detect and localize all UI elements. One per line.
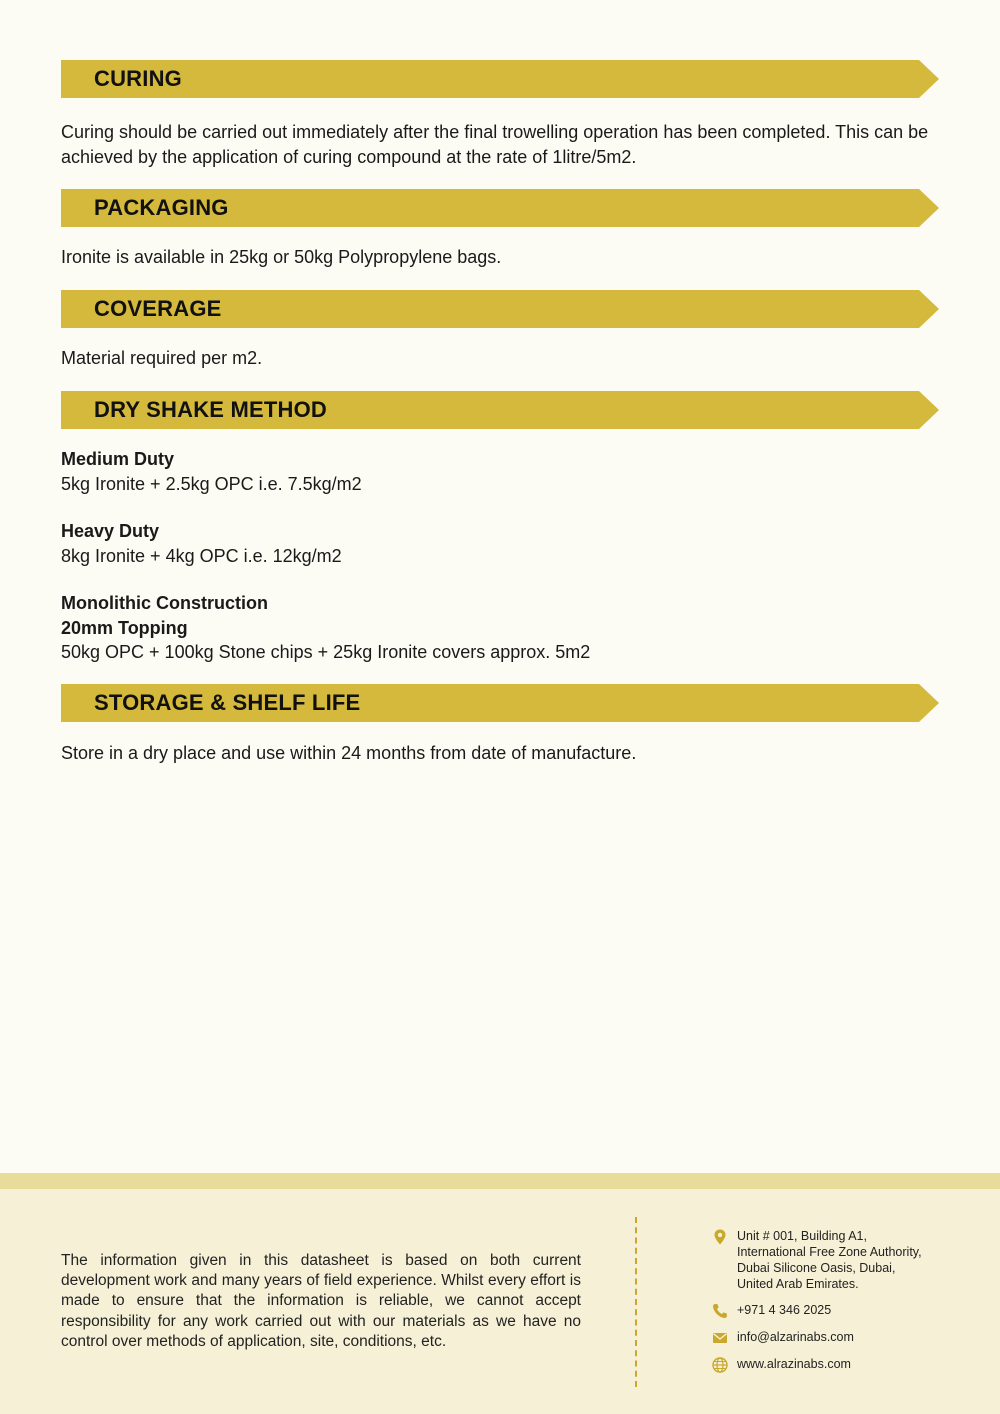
medium-duty-text: 5kg Ironite + 2.5kg OPC i.e. 7.5kg/m2 (61, 473, 362, 494)
section-title: COVERAGE (94, 296, 222, 321)
globe-icon (711, 1356, 729, 1374)
contact-phone (711, 1302, 831, 1320)
website-text[interactable]: www.alrazinabs.com (737, 1357, 851, 1371)
heavy-duty-block (61, 519, 342, 568)
section-header-storage-shelf-life (61, 684, 939, 722)
section-title: DRY SHAKE METHOD (94, 397, 327, 422)
medium-duty-heading: Medium Duty (61, 449, 175, 469)
disclaimer-text: The information given in this datasheet is based on both current development work and many years of field experience. Whilst every effort is made to ensure that the information is reliable, we cannot accept responsibility for any work carried out with our materials as we have no control over methods of application, site, conditions, etc. (61, 1252, 581, 1350)
section-title: PACKAGING (94, 195, 229, 220)
monolithic-text: 50kg OPC + 100kg Stone chips + 25kg Ironite covers approx. 5m2 (61, 642, 591, 662)
storage-text: Store in a dry place and use within 24 months from date of manufacture. (61, 743, 637, 763)
monolithic-block (61, 591, 590, 665)
contact-address (711, 1228, 922, 1292)
heavy-duty-text: 8kg Ironite + 4kg OPC i.e. 12kg/m2 (61, 545, 342, 566)
footer-stripe (0, 1173, 1000, 1189)
location-pin-icon (711, 1228, 729, 1246)
footer-divider (635, 1217, 637, 1387)
contact-email (711, 1329, 854, 1347)
section-header-coverage (61, 290, 939, 328)
section-title: CURING (94, 66, 182, 91)
address-text: Unit # 001, Building A1, International Free Zone Authority, Dubai Silicone Oasis, Dubai, United Arab Emirates. (737, 1229, 922, 1291)
email-text[interactable]: info@alzarinabs.com (737, 1330, 854, 1344)
curing-text: Curing should be carried out immediately after the final trowelling operation has been completed. This can be achieved by the application of curing compound at the rate of 1litre/5m2. (61, 122, 929, 167)
phone-icon (711, 1302, 729, 1320)
medium-duty-block (61, 447, 362, 496)
section-header-banner (61, 60, 939, 98)
section-header-dry-shake-method (61, 391, 939, 429)
heavy-duty-heading: Heavy Duty (61, 521, 160, 541)
coverage-text: Material required per m2. (61, 348, 263, 368)
footer (0, 1189, 1000, 1414)
monolithic-heading: Monolithic Construction (61, 593, 268, 613)
envelope-icon (711, 1329, 729, 1347)
section-title: STORAGE & SHELF LIFE (94, 690, 361, 715)
section-header-curing (61, 60, 939, 98)
contact-website (711, 1356, 851, 1374)
packaging-text: Ironite is available in 25kg or 50kg Polypropylene bags. (61, 247, 502, 267)
section-header-packaging (61, 189, 939, 227)
phone-text[interactable]: +971 4 346 2025 (737, 1303, 832, 1317)
monolithic-subheading: 20mm Topping (61, 617, 188, 638)
